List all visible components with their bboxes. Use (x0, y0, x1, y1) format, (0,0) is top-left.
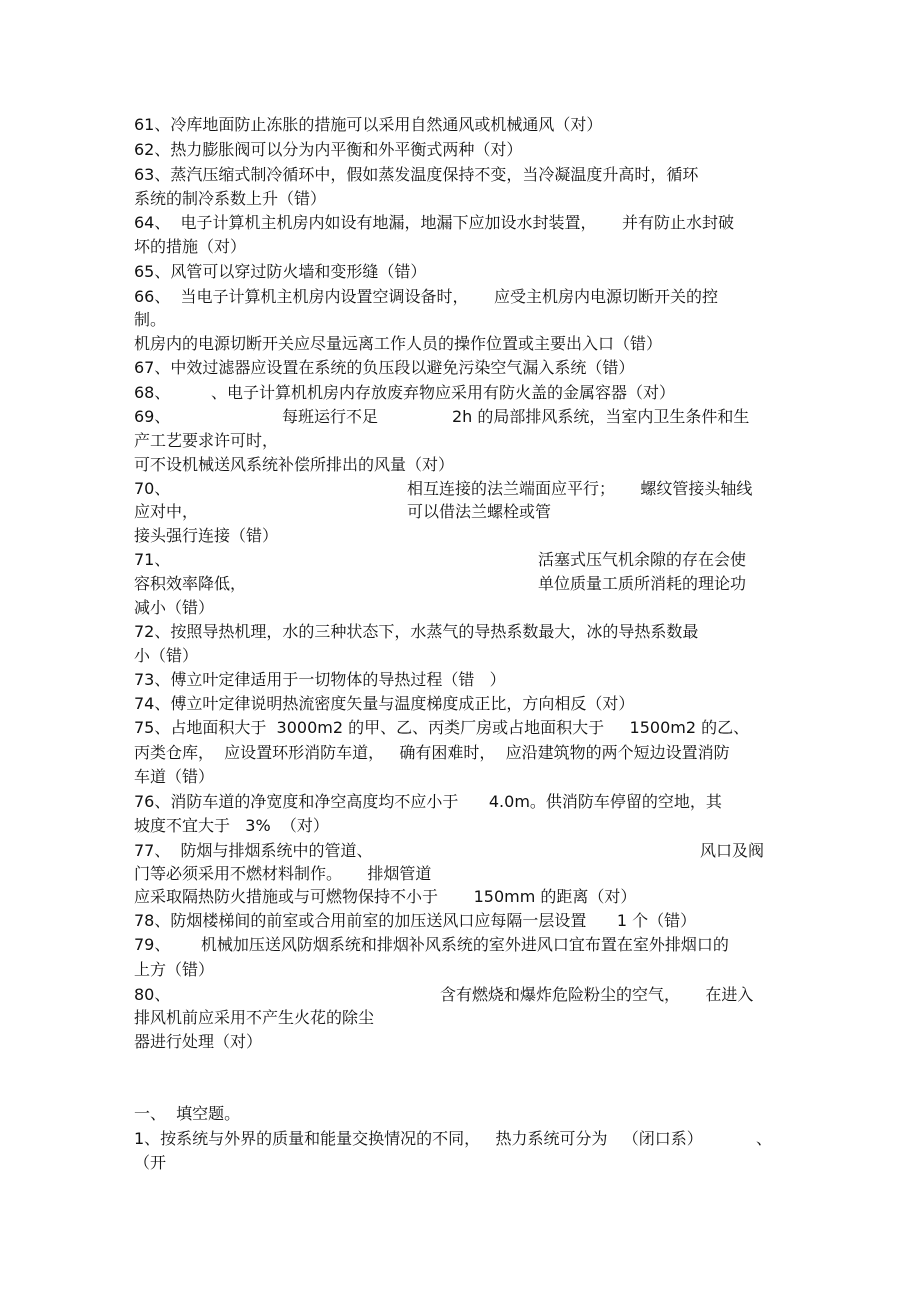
text-line: 65、风管可以穿过防火墙和变形缝（错） (134, 262, 427, 281)
text-line: 产工艺要求许可时， (134, 431, 279, 450)
text-line: 62、热力膨胀阀可以分为内平衡和外平衡式两种（对） (134, 140, 523, 159)
text-line: 排风机前应采用不产生火花的除尘 (134, 1008, 375, 1027)
text-line: 丙类仓库， 应设置环形消防车道， 确有困难时， 应沿建筑物的两个短边设置消防 (134, 743, 730, 762)
text-line: 坏的措施（对） (134, 237, 247, 256)
text-line: 79、 机械加压送风防烟系统和排烟补风系统的室外进风口宜布置在室外排烟口的 (134, 935, 729, 954)
item-number: 71、 (134, 550, 171, 569)
text-line: 可不设机械送风系统补偿所排出的风量（对） (134, 455, 455, 474)
text-segment: 相互连接的法兰端面应平行； 螺纹管接头轴线 (407, 479, 753, 498)
text-segment: 可以借法兰螺栓或管 (407, 502, 552, 521)
text-segment: 含有燃烧和爆炸危险粉尘的空气， 在进入 (440, 985, 754, 1004)
text-line: 坡度不宜大于 3% （对） (134, 816, 329, 835)
text-line: 67、中效过滤器应设置在系统的负压段以避免污染空气漏入系统（错） (134, 358, 635, 377)
text-segment: 风口及阀 (700, 841, 765, 860)
text-line (134, 1129, 773, 1149)
text-line: 应采取隔热防火措施或与可燃物保持不小于 150mm 的距离（对） (134, 887, 637, 906)
text-segment: 容积效率降低， (134, 574, 247, 593)
text-line: 72、按照导热机理，水的三种状态下，水蒸气的导热系数最大，冰的导热系数最 (134, 622, 699, 641)
text-line: 接头强行连接（错） (134, 526, 279, 545)
text-segment: 每班运行不足 (282, 407, 379, 426)
text-line: 门等必须采用不燃材料制作。 排烟管道 (134, 864, 432, 883)
text-line (134, 550, 747, 570)
text-line: 小（错） (134, 646, 199, 665)
text-segment: 应对中， (134, 502, 199, 521)
text-line: 制。 (134, 310, 167, 329)
text-line: 减小（错） (134, 598, 215, 617)
text-line: 64、 电子计算机主机房内如设有地漏，地漏下应加设水封装置， 并有防止水封破 (134, 213, 734, 232)
text-line: 61、冷库地面防止冻胀的措施可以采用自然通风或机械通风（对） (134, 115, 603, 134)
item-number: 70、 (134, 479, 171, 498)
item-number: 80、 (134, 985, 171, 1004)
text-line: 车道（错） (134, 767, 215, 786)
text-line (134, 841, 765, 861)
text-line (134, 407, 750, 427)
text-line: 器进行处理（对） (134, 1032, 263, 1051)
section-heading: 一、 填空题。 (134, 1104, 241, 1123)
text-line: 75、占地面积大于 3000m2 的甲、乙、丙类厂房或占地面积大于 1500m2 的乙、 (134, 718, 750, 737)
text-line (134, 502, 552, 522)
text-segment: 活塞式压气机余隙的存在会使 (538, 550, 747, 569)
text-line: （开 (134, 1153, 167, 1172)
text-line (134, 479, 753, 499)
text-segment: 单位质量工质所消耗的理论功 (538, 574, 747, 593)
text-line (134, 574, 747, 594)
text-segment: 77、 防烟与排烟系统中的管道、 (134, 841, 373, 860)
text-line: 74、傅立叶定律说明热流密度矢量与温度梯度成正比，方向相反（对） (134, 694, 635, 713)
text-line: 63、蒸汽压缩式制冷循环中，假如蒸发温度保持不变，当冷凝温度升高时，循环 (134, 165, 699, 184)
text-line: 76、消防车道的净宽度和净空高度均不应小于 4.0m。供消防车停留的空地，其 (134, 792, 722, 811)
text-line: 66、 当电子计算机主机房内设置空调设备时， 应受主机房内电源切断开关的控 (134, 287, 718, 306)
text-line: 73、傅立叶定律适用于一切物体的导热过程（错 ） (134, 670, 506, 689)
text-segment: 2h 的局部排风系统，当室内卫生条件和生 (452, 407, 750, 426)
text-segment: 1、按系统与外界的质量和能量交换情况的不同， 热力系统可分为 （闭口系） (134, 1129, 703, 1148)
text-line: 机房内的电源切断开关应尽量远离工作人员的操作位置或主要出入口（错） (134, 334, 663, 353)
text-line: 68、 、电子计算机机房内存放废弃物应采用有防火盖的金属容器（对） (134, 383, 676, 402)
text-line: 系统的制冷系数上升（错） (134, 189, 327, 208)
text-line: 上方（错） (134, 960, 215, 979)
item-number: 69、 (134, 407, 171, 426)
text-line: 78、防烟楼梯间的前室或合用前室的加压送风口应每隔一层设置 1 个（错） (134, 911, 697, 930)
text-line (134, 985, 754, 1005)
text-segment: 、 (756, 1129, 773, 1148)
